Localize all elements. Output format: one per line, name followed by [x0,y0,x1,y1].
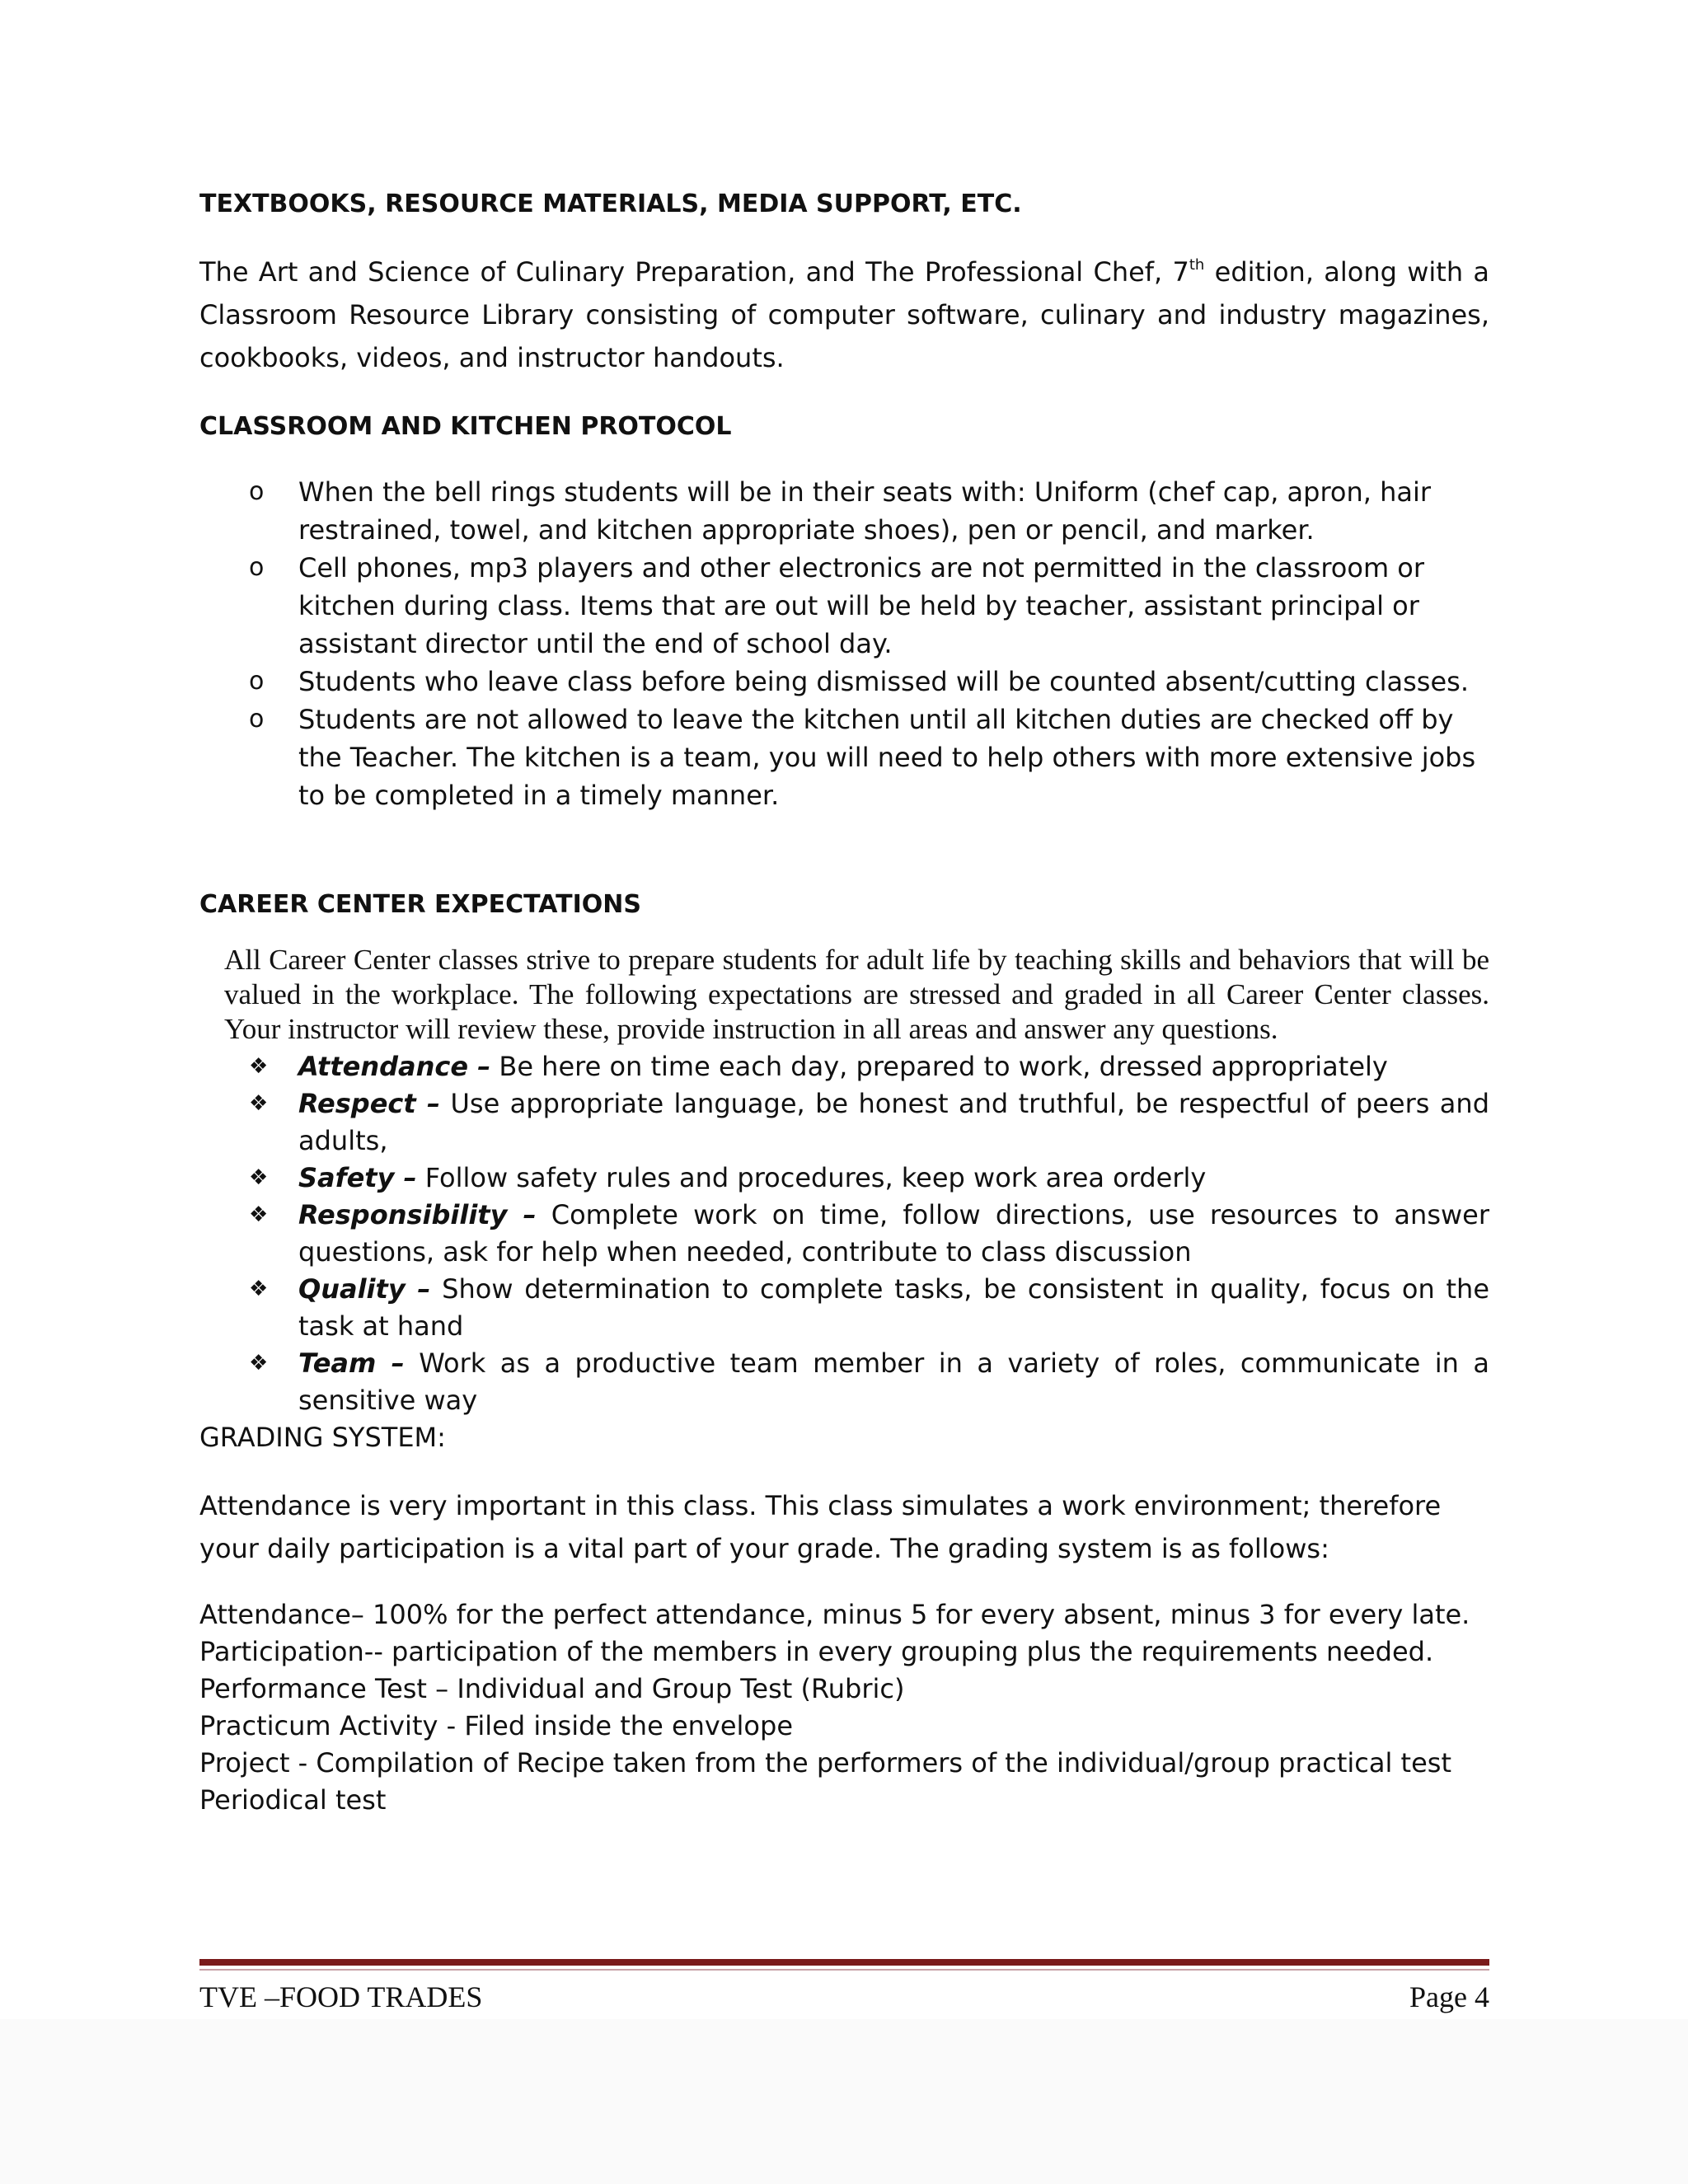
expectation-text: Use appropriate language, be honest and truthful, be respectful of peers and adults, [298,1088,1490,1156]
expectation-term: Responsibility – [298,1199,537,1230]
textbooks-heading: TEXTBOOKS, RESOURCE MATERIALS, MEDIA SUPPORT, ETC. [199,190,1022,218]
expectation-text: Complete work on time, follow directions, use resources to answer questions, ask for help when needed, contribute to class discussion [298,1199,1489,1268]
document-body [199,190,1489,1819]
diamond-bullet-icon: ❖ [249,1277,269,1301]
career-expectations-list [199,1048,1489,1419]
circle-bullet-icon: o [249,477,265,506]
edition-superscript: th [1189,256,1205,274]
expectation-term: Quality – [298,1273,431,1305]
protocol-item [199,663,1489,701]
grading-line: Attendance– 100% for the perfect attendance, minus 5 for every absent, minus 3 for every late. [199,1599,1470,1630]
circle-bullet-icon: o [249,667,265,696]
expectation-text: Follow safety rules and procedures, keep work area orderly [416,1162,1207,1193]
protocol-item-text: Cell phones, mp3 players and other electronics are not permitted in the classroom or kitchen during class. Items that are out will be held by teacher, assistant principal or assistant director until the end of school day. [298,552,1425,659]
protocol-item-text: Students are not allowed to leave the kitchen until all kitchen duties are checked off by the Teacher. The kitchen is a team, you will need to help others with more extensive jobs to be completed in a timely manner. [298,704,1476,811]
textbooks-text-start: The Art and Science of Culinary Preparation, and The Professional Chef, 7 [199,256,1189,288]
expectation-item [199,1197,1489,1271]
expectation-item [199,1160,1489,1197]
expectation-item [199,1085,1489,1160]
protocol-item-text: When the bell rings students will be in their seats with: Uniform (chef cap, apron, hair restrained, towel, and kitchen appropriate shoes), pen or pencil, and marker. [298,476,1432,546]
expectation-item [199,1271,1489,1345]
grading-line: Participation-- participation of the members in every grouping plus the requirements needed. [199,1636,1434,1667]
textbooks-text-end: edition, along with a Classroom Resource Library consisting of computer software, culinary and industry magazines, cookbooks, videos, and instructor handouts. [199,256,1490,373]
footer-rule [199,1959,1489,1966]
grading-lines [199,1596,1489,1819]
page-footer [199,1976,1489,2018]
protocol-item-text: Students who leave class before being dismissed will be counted absent/cutting classes. [298,666,1469,697]
grading-line: Practicum Activity - Filed inside the envelope [199,1710,793,1741]
page-number: Page 4 [1409,1980,1489,2013]
textbooks-paragraph [199,251,1489,379]
grading-line: Periodical test [199,1784,387,1816]
expectation-term: Attendance – [298,1051,491,1082]
diamond-bullet-icon: ❖ [249,1165,269,1190]
grading-line: Project - Compilation of Recipe taken from the performers of the individual/group practical test [199,1747,1451,1779]
diamond-bullet-icon: ❖ [249,1054,269,1079]
career-intro: All Career Center classes strive to prepare students for adult life by teaching skills and behaviors that will be valued in the workplace. The following expectations are stressed and graded in all Career Center classes. Your instructor will review these, provide instruction in all areas and answer any questions. [224,944,1489,1045]
protocol-item [199,701,1489,814]
career-heading: CAREER CENTER EXPECTATIONS [199,890,641,919]
expectation-term: Team – [298,1347,405,1379]
protocol-heading: CLASSROOM AND KITCHEN PROTOCOL [199,412,732,441]
grading-intro: Attendance is very important in this class. This class simulates a work environment; therefore your daily participation is a vital part of your grade. The grading system is as follows: [199,1490,1442,1564]
protocol-item [199,549,1489,663]
footer-title: TVE –FOOD TRADES [199,1980,483,2013]
circle-bullet-icon: o [249,553,265,582]
expectation-text: Be here on time each day, prepared to work, dressed appropriately [490,1051,1388,1082]
diamond-bullet-icon: ❖ [249,1091,269,1116]
diamond-bullet-icon: ❖ [249,1202,269,1227]
expectation-text: Show determination to complete tasks, be consistent in quality, focus on the task at hand [298,1273,1490,1342]
protocol-list [199,473,1489,814]
grading-heading: GRADING SYSTEM: [199,1422,446,1453]
grading-line: Performance Test – Individual and Group Test (Rubric) [199,1673,905,1704]
expectation-text: Work as a productive team member in a variety of roles, communicate in a sensitive way [298,1347,1490,1416]
diamond-bullet-icon: ❖ [249,1351,269,1376]
expectation-item [199,1048,1489,1085]
expectation-term: Respect – [298,1088,441,1119]
expectation-item [199,1345,1489,1419]
circle-bullet-icon: o [249,705,265,733]
protocol-item [199,473,1489,549]
expectation-term: Safety – [298,1162,417,1193]
page-bottom-margin [0,2019,1688,2184]
footer-rule-thin [199,1969,1489,1971]
